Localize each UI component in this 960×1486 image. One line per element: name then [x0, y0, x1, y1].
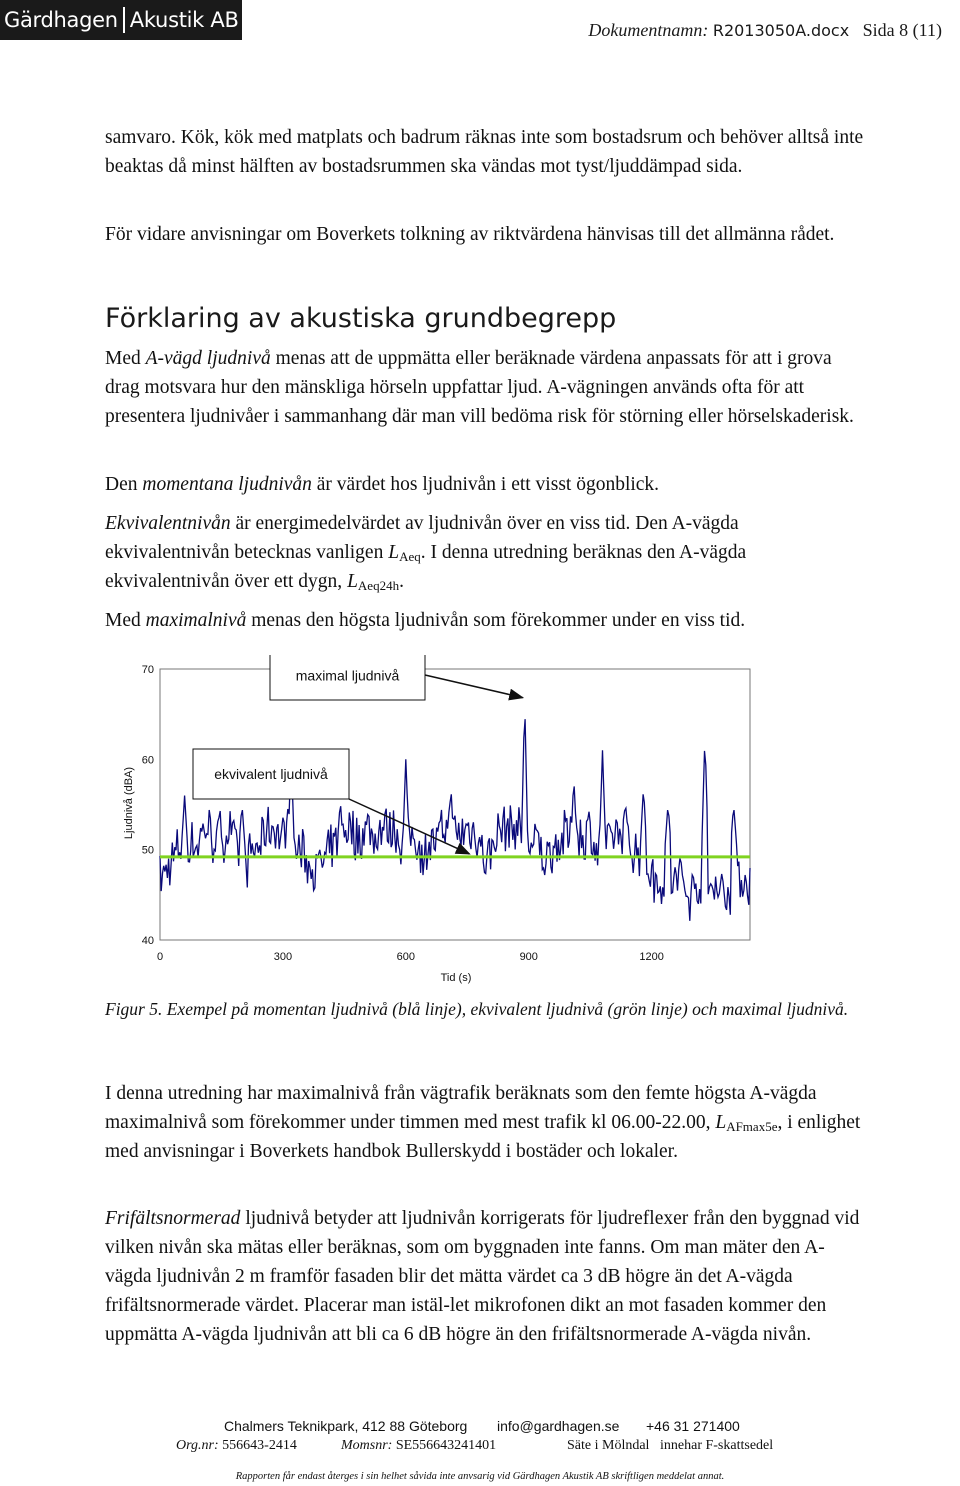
footer-notice: Rapporten får endast återges i sin helhet såvida inte anvsarig vid Gärdhagen Akustik AB skriftligen meddelat annat. — [235, 1471, 725, 1482]
definition-a-weighted: Med A-vägd ljudnivå menas att de uppmätta eller beräknade värdena anpassats för att i grova drag motsvara hur den mänskliga hörseln uppfattar ljud. A-vägningen används ofta för att presentera ljudnivåer i sammanhang där man vill bedöma risk för störning eller hörselskaderisk. — [105, 348, 854, 427]
x-tick-label: 1200 — [639, 951, 664, 963]
y-tick-label: 40 — [141, 935, 154, 947]
page-header — [588, 20, 942, 41]
x-tick-label: 900 — [519, 951, 538, 963]
y-tick-label: 60 — [141, 754, 154, 767]
annotation-label: maximal ljudnivå — [295, 667, 400, 684]
body-paragraph-max: I denna utredning har maximalnivå från vägtrafik beräknats som den femte högsta A-vägda maximalnivå som förekommer under timmen med mest trafik kl 06.00-22.00, $L_{AFmax5e}$, i enlighet med anvisningar i Boverkets handbok Bullerskydd i bostäder och lokaler. — [105, 1083, 861, 1162]
sound-level-chart — [110, 655, 760, 985]
footer-orgnr: Org.nr: 556643-2414 — [176, 1438, 297, 1453]
logo-text-left: Gärdhagen — [4, 8, 118, 32]
term-maximum: maximalnivå — [145, 610, 247, 631]
footer-address: Chalmers Teknikpark, 412 88 Göteborg — [224, 1418, 468, 1434]
footer-tax: innehar F-skattsedel — [660, 1438, 774, 1453]
term-freefield: Frifältsnormerad — [105, 1208, 241, 1229]
x-tick-label: 0 — [156, 951, 164, 963]
docname-label: Dokumentnamn: — [588, 20, 709, 40]
x-tick-label: 600 — [396, 951, 416, 963]
term-equivalent: Ekvivalentnivån — [105, 513, 231, 534]
definition-momentary: Den momentana ljudnivån är värdet hos ljudnivån i ett visst ögonblick. — [105, 474, 660, 495]
x-axis-label: Tid (s) — [440, 972, 472, 984]
footer-seat: Säte i Mölndal — [567, 1438, 650, 1453]
body-paragraph-freefield: Frifältsnormerad ljudnivå betyder att ljudnivån korrigerats för ljudreflexer från den byggnad vid vilken nivån ska mätas eller beräknas, som om byggnaden inte fanns. Om man mäter den A-vägda ljudnivån 2 m framför fasaden blir det mätta värdet ca 3 dB högre än det A-vägda frifältsnormerade värdet. Placerar man istäl-let mikrofonen dikt an mot fasaden kommer den uppmätta A-vägda ljudnivån att bli ca 6 dB högre än den frifältsnormerade A-vägda nivån. — [105, 1208, 860, 1345]
figure-caption: Figur 5. Exempel på momentan ljudnivå (blå linje), ekvivalent ljudnivå (grön linje) och maximal ljudnivå. — [105, 999, 849, 1019]
page-number: Sida 8 (11) — [862, 20, 942, 40]
section-title: Förklaring av akustiska grundbegrepp — [105, 303, 617, 334]
term-a-weighted: A-vägd ljudnivå — [145, 348, 271, 369]
company-logo — [0, 0, 242, 40]
annotation-label: ekvivalent ljudnivå — [214, 766, 328, 782]
footer-email[interactable]: info@gardhagen.se — [497, 1418, 620, 1434]
footer-vat: Momsnr: SE556643241401 — [341, 1438, 497, 1453]
logo-divider — [123, 7, 125, 33]
x-tick-label: 300 — [273, 951, 293, 963]
intro-paragraph-2: För vidare anvisningar om Boverkets tolkning av riktvärdena hänvisas till det allmänna rådet. — [105, 224, 835, 245]
definition-equivalent: Ekvivalentnivån är energimedelvärdet av ljudnivån över en viss tid. Den A-vägda ekvivalentnivån betecknas vanligen $L_{Aeq}$. I denna utredning beräknas den A-vägda ekvivalentnivån över ett dygn, $L_{Aeq24h}$. — [105, 513, 747, 593]
y-axis-label: Ljudnivå (dBA) — [123, 766, 135, 840]
docname-value: R2013050A.docx — [712, 21, 850, 40]
y-tick-label: 70 — [141, 664, 154, 676]
term-momentary: momentana ljudnivån — [142, 474, 312, 495]
footer-phone: +46 31 271400 — [646, 1418, 740, 1434]
intro-paragraph-1: samvaro. Kök, kök med matplats och badrum räknas inte som bostadsrum och behöver alltså inte beaktas då minst hälften av bostadsrummen ska vändas mot tyst/ljuddämpad sida. — [105, 127, 864, 177]
y-tick-label: 50 — [141, 844, 154, 857]
logo-text-right: Akustik AB — [129, 8, 239, 32]
definition-maximum: Med maximalnivå menas den högsta ljudnivån som förekommer under en viss tid. — [105, 610, 746, 631]
